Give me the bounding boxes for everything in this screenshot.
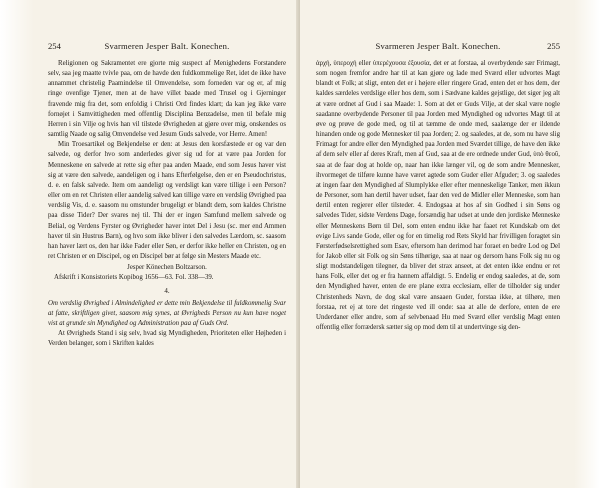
signature: Jesper Könechen Boltzarson. [127,264,207,272]
section-number: 4. [164,287,170,296]
citation: Afskrift i Konsistoriets Kopibog 1656—63. Fol. 338—39. [54,274,214,282]
left-page [0,0,298,488]
right-page [300,0,600,488]
running-title: Svarmeren Jesper Balt. Konechen. [375,41,501,51]
left-page-body [48,59,286,349]
page-number: 255 [547,41,560,51]
paragraph: At Øvrigheds Stand i sig selv, hvad sig Myndigheden, Prioriteten eller Højheden i Verden belanger, som i Skriften kaldes [48,330,286,348]
paragraph: ἀρχή, ὑπεροχή eller ὑπερέχουσα ἐξουσία, det er at forstaa, al overbydende sær Frimagt, som nogen fremfor andre har til at kan gjøre og lade med Sværd eller udvortes Magt blandt et Folk; at sligt, enten det er i højere eller ringere Grad, enten det er hos dem, der kaldes særdeles verdslige eller hos dem, som i Sædvane kaldes gejstlige, det siger jeg alt at være ordnet af Gud i saa Maade: 1. Som at det er Guds Vilje, at der skal være nogle saadanne overbydende Personer til paa Jorden med Myndighed og udvortes Magt til at øve og prøve de gode med, og til at tæmme de onde med, saalænge der er ildende hinanden onde og gode Mennesker til paa Jorden; 2. og saaledes, at de, som nu have slig Frimagt for andre eller den Myndighed paa Jorden med Sværdet tillige, de have den ikke af dem selv eller af deres Kraft, men af Gud, saa at de ere ordnede under Gud, ὑπὸ θεοῦ, saa at de faar dog at holde op, naar han ikke længer vil, og de som andre Mennesker, ihvormeget de tilføre kunne have været agtede som Guder eller Afguder; 3. og saaledes at ingen faar den Myndighed af Slumplykke eller efter menneskelige Tanker, men ikkun de Personer, som han dertil haver udset, faar den ved de Midler eller Menneske, som han dertil enten regjerer eller tilsteder. 4. Endogsaa at hos af sin Godhed i sin Søns og salvedes Tider, sidste Verdens Dage, forsændig har udset at unde den jordiske Menneske eller Menneskens Børn til Del, som enten endnu ikke har faaet ret Kundskab om det evige Livs sande Gode, eller og for en timelig rod Rets Skyld har frivilligen foragtet sin Førsterfødselsrettighed som Esav, eftersom han derimod har foraet en bedre Lod og Del for Jakob eller sit Folk og sin Søns tilhørige, saa at naar og dersom hans Folk sig nu og sligt modstandeligen tilegner, da bliver det strax anseet, at det enten ikke endnu er ret hans Folk, eller det og er fra hannem affaldigt. 5. Endelig er endog saaledes, at de, som den Myndighed haver, enten de ere plane extra ecclesiam, eller de tilholder sig under Christenheds Navn, de dog skal være ansaaen Guder, forstaa ikke, at tilhøre, men forstaa, ret ej at tore det ringeste ved ill onde: saa at alle de derfore, enten de ere Underdaner eller andre, som af selvbenaad Hu med Sværd eller verdslig Magt enten offentlig eller forrædersk sætter sig op mod dem til at undertvinge sig den- [316,60,560,332]
page-number: 254 [48,41,61,51]
right-page-body [316,59,560,333]
paragraph: Min Troesartikel og Bekjendelse er den: at Jesus den korsfæstede er og var den salvede, og derfor hvo som anderledes giver sig ud for at være paa Jorden for Menneskene en salvede at rette sig efter paa anden Maade, end som Jesus haver vist sig at være den salvede, aandeligen og i hans Efterfølgelse, den er en Pseudochristus, d. e. en falsk salvede. Item om aandeligt og verdsligt kan være tillige i een Person? eller om en ret Christen eller aandelig salved kan tillige være en verdslig Øvrighed paa verdslig Vis, d. e. saasom nu omstunder brugeligt er blandt dem, som kaldes Christne paa disse Tider? Der svares nej til. Thi der er ingen Samfund mellem salvede og Belial, og Verdens Fyrster og Øvrigheder haver intet Del i Jesu (sc. mer end Ammen haver til sin Hustrus Barn), og hvo som ikke bliver i den salvedes Lærdom, sc. saasom han haver lært os, den har ikke Fader eller Søn, er derfor ikke heller en Christen, og en ret Christen er en Discipel, og en Discipel bør at følge sin Mesters Maade etc. [48,141,286,260]
section-title: Om verdslig Øvrighed i Almindelighed er dette min Bekjendelse til fuldkommelig Svar at fatte, skriftligen givet, saasom mig synes, at Øvrigheds Person nu kun have noget vist at grunde sin Myndighed og Administration paa af Guds Ord. [48,299,286,327]
running-title: Svarmeren Jesper Balt. Konechen. [104,41,230,51]
right-page-header [316,40,560,52]
page-edge-right [574,0,600,488]
paragraph: Religionen og Sakramentet ere gjorte mig suspect af Menighedens Forstandere selv, saa jeg maatte tvivle paa, om de havde den fuldkommelige Ret, idet de ikke have annammet christelig Paamindelse til Omvendelse, som forneden var og er, af mig ringe ovenfige Tjener, men at de have villet baade med Trusel og i Gjerninger fravende mig fra det, som enfoldig i Christi Ord findes klart; da kan jeg ikke være fornøjet i Samvittigheden med offentlig Disciplina Benzadelse, men til befale mig Herren i sin Vilje og hvis han vil tilstede Øvrigheden at gjøre over mig, onskendes os samtlig Naade og salig Omvendelse ved Jesum Guds salvede, vor Herre. Amen! [48,60,286,139]
page-edge-left [0,0,34,488]
left-page-header [48,40,286,52]
